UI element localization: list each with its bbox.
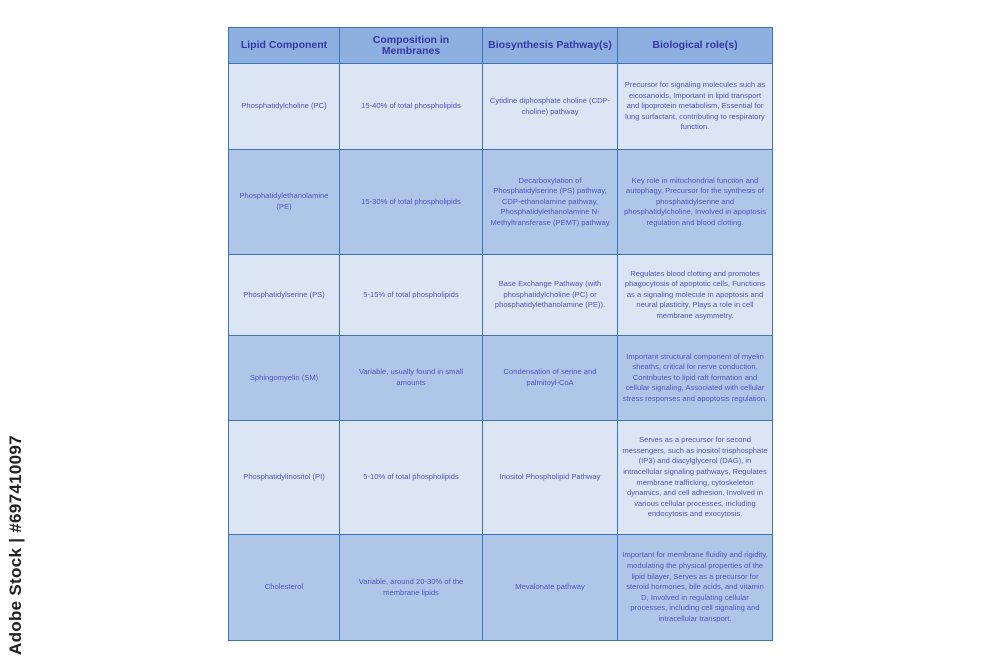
table-row xyxy=(229,421,773,535)
table-row xyxy=(229,150,773,255)
table-row xyxy=(229,64,773,150)
cell-composition: 15-40% of total phospholipids xyxy=(340,64,483,150)
cell-pathway: Inositol Phospholipid Pathway xyxy=(483,421,618,535)
cell-pathway: Base Exchange Pathway (with phosphatidylcholine (PC) or phosphatidylethanolamine (PE)). xyxy=(483,255,618,336)
cell-composition: Variable, around 20-30% of the membrane lipids xyxy=(340,535,483,641)
cell-component: Sphingomyelin (SM) xyxy=(229,336,340,421)
cell-component: Cholesterol xyxy=(229,535,340,641)
cell-composition: 5-15% of total phospholipids xyxy=(340,255,483,336)
table-row xyxy=(229,255,773,336)
cell-component: Phosphatidylcholine (PC) xyxy=(229,64,340,150)
cell-component: Phosphatidylethanolamine (PE) xyxy=(229,150,340,255)
cell-pathway: Condensation of serine and palmitoyl-CoA xyxy=(483,336,618,421)
cell-pathway: Mevalonate pathway xyxy=(483,535,618,641)
cell-composition: 15-30% of total phospholipids xyxy=(340,150,483,255)
watermark: Adobe Stock | #697410097 xyxy=(6,435,25,655)
cell-pathway: Decarboxylation of Phosphatidylserine (PS) pathway, CDP-ethanolamine pathway, Phosphatidylethanolamine N-Methyltransferase (PEMT) pathway xyxy=(483,150,618,255)
table-row xyxy=(229,336,773,421)
cell-role: Precursor for signaling molecules such as eicosanoids, Important in lipid transport and lipoprotein metabolism, Essential for lung surfactant, contributing to respiratory function. xyxy=(618,64,773,150)
cell-component: Phosphatidylserine (PS) xyxy=(229,255,340,336)
cell-role: Regulates blood clotting and promotes phagocytosis of apoptotic cells, Functions as a signaling molecule in apoptosis and neural plasticity, Plays a role in cell membrane asymmetry. xyxy=(618,255,773,336)
header-pathway: Biosynthesis Pathway(s) xyxy=(483,28,618,64)
cell-composition: 5-10% of total phospholipids xyxy=(340,421,483,535)
table-row xyxy=(229,535,773,641)
cell-role: Serves as a precursor for second messengers, such as inositol trisphosphate (IP3) and diacylglycerol (DAG), in intracellular signaling pathways, Regulates membrane trafficking, cytoskeleton dynamics, and cell adhesion, Involved in various cellular processes, including endocytosis and exocytosis. xyxy=(618,421,773,535)
header-row xyxy=(229,28,773,64)
header-composition: Composition in Membranes xyxy=(340,28,483,64)
cell-pathway: Cytidine diphosphate choline (CDP-choline) pathway xyxy=(483,64,618,150)
cell-role: Important for membrane fluidity and rigidity, modulating the physical properties of the lipid bilayer, Serves as a precursor for steroid hormones, bile acids, and vitamin D, Involved in regulating cellular processes, including cell signaling and intracellular transport. xyxy=(618,535,773,641)
header-role: Biological role(s) xyxy=(618,28,773,64)
cell-component: Phosphatidylinositol (PI) xyxy=(229,421,340,535)
cell-role: Key role in mitochondrial function and autophagy, Precursor for the synthesis of phosphatidylserine and phosphatidylcholine, Involved in apoptosis regulation and blood clotting. xyxy=(618,150,773,255)
cell-composition: Variable, usually found in small amounts xyxy=(340,336,483,421)
header-component: Lipid Component xyxy=(229,28,340,64)
lipid-table xyxy=(228,27,773,641)
cell-role: Important structural component of myelin sheaths, critical for nerve conduction, Contributes to lipid raft formation and cellular signaling, Associated with cellular stress responses and apoptosis regulation. xyxy=(618,336,773,421)
